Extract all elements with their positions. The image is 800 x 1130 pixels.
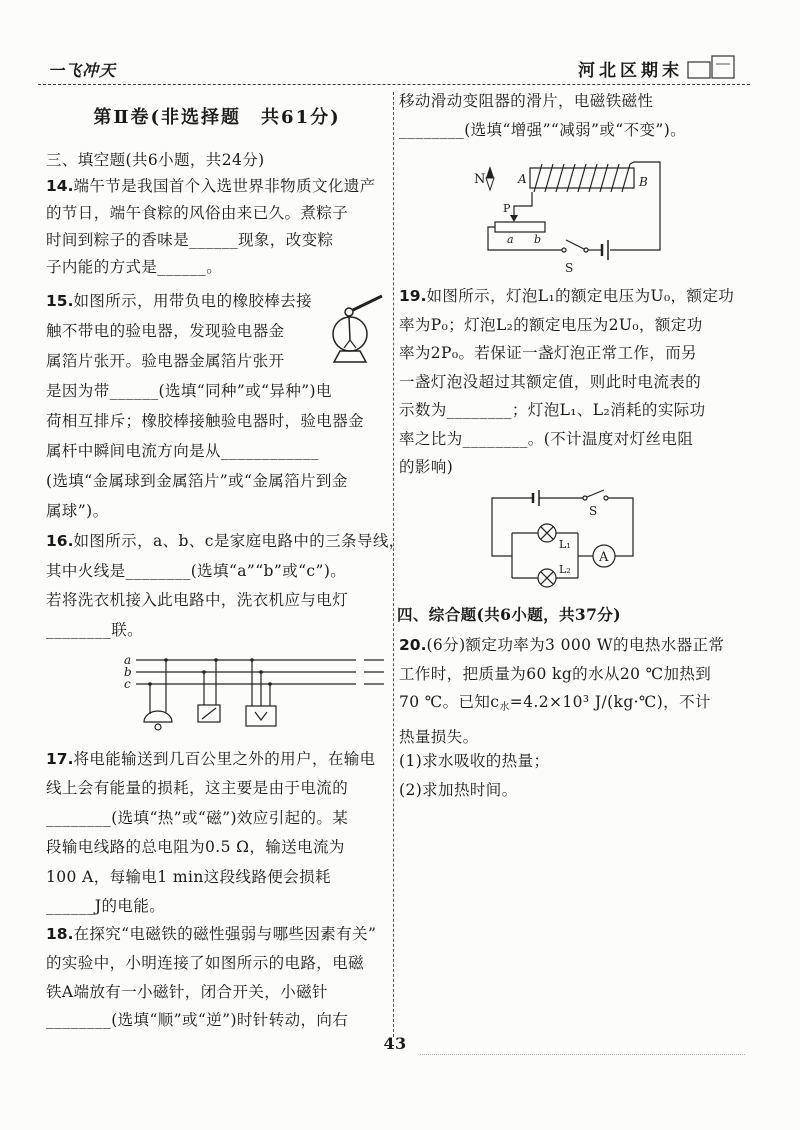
q20-line-3-pre: 70 ℃。已知c <box>399 693 500 711</box>
header-box-right <box>712 56 734 78</box>
header-box-icon <box>686 52 738 82</box>
q20-line-2: 工作时，把质量为60 kg的水从20 ℃加热到 <box>399 664 712 683</box>
q18-line-2: 的实验中，小明连接了如图所示的电路，电磁 <box>46 953 365 972</box>
wire-bottom-left <box>488 227 562 250</box>
q16-line-2: 其中火线是________(选填“a”“b”或“c”)。 <box>46 561 347 580</box>
q16-line-1 <box>46 527 405 557</box>
q17-line-5: 100 A，每输电1 min这段线路便会损耗 <box>46 867 331 886</box>
question-14 <box>46 173 376 281</box>
socket-box <box>246 706 276 726</box>
compass-label-n: N <box>474 172 486 187</box>
question-18 <box>46 920 376 1035</box>
wire-right <box>608 498 633 556</box>
question-17 <box>46 745 376 921</box>
junction-dot <box>148 682 152 686</box>
foil-leaf-right <box>350 340 356 348</box>
q15-number: 15. <box>46 292 74 310</box>
q18-line-3: 铁A端放有一小磁针，闭合开关，小磁针 <box>46 982 328 1001</box>
q18-line-4: ________(选填“顺”或“逆”)时针转动，向右 <box>46 1011 349 1030</box>
q20-line-3-sub: 水 <box>499 702 510 713</box>
electroscope-figure <box>320 290 388 370</box>
q20-sub-2: (2)求加热时间。 <box>399 781 518 799</box>
switch-contact-left <box>562 248 566 252</box>
junction-dot <box>202 670 206 674</box>
junction-dot <box>214 658 218 662</box>
electroscope-base <box>334 351 366 362</box>
question-16 <box>46 527 405 645</box>
q16-line-4: ________联。 <box>46 620 144 639</box>
q19-line-6: 率之比为________。(不计温度对灯丝电阻 <box>399 429 694 448</box>
q18-line-1 <box>46 920 376 949</box>
switch-contact-right <box>604 496 608 500</box>
q16-line-3: 若将洗衣机接入此电路中，洗衣机应与电灯 <box>46 591 349 609</box>
q15-line-7: (选填“金属球到金属箔片”或“金属箔片到金 <box>46 472 348 490</box>
q20-line-3 <box>399 688 724 723</box>
q15-text-1: 如图所示，用带负电的橡胶棒去接 <box>73 292 312 310</box>
part-title: 第Ⅱ卷(非选择题 共61分) <box>93 107 341 128</box>
header-divider <box>38 84 750 85</box>
q15-line-2: 触不带电的验电器，发现验电器金 <box>46 322 285 340</box>
q17-number: 17. <box>46 750 74 768</box>
switch-blade <box>202 708 216 719</box>
q19-line-2: 率为P₀；灯泡L₂的额定电压为2U₀，额定功 <box>399 315 703 334</box>
page-number: 43 <box>383 1034 407 1053</box>
q14-line-3: 时间到粽子的香味是______现象，改变粽 <box>46 231 334 249</box>
q19-text-1: 如图所示，灯泡L₁的额定电压为U₀，额定功 <box>426 287 735 305</box>
lamp-shade <box>144 711 172 722</box>
parallel-lamps-circuit-figure <box>485 485 645 595</box>
q17-text-1: 将电能输送到几百公里之外的用户，在输电 <box>73 750 376 768</box>
q19-line-3: 率为2P₀。若保证一盏灯泡正常工作，而另 <box>399 344 698 362</box>
q14-line-2: 的节日，端午食粽的风俗由来已久。煮粽子 <box>46 204 349 222</box>
q18-cont-line-1: 移动滑动变阻器的滑片，电磁铁磁性 <box>399 92 654 110</box>
metal-stem <box>349 316 350 340</box>
junction-dot <box>164 658 168 662</box>
q20-subquestions <box>399 747 549 805</box>
q18-cont-line-2: ________(选填“增强”“减弱”或“不变”)。 <box>399 121 687 139</box>
q15-line-1 <box>46 286 364 316</box>
brand-logo: 一飞冲天 <box>48 61 117 80</box>
q20-text-1: (6分)额定功率为3 000 W的电热水器正常 <box>426 636 725 654</box>
switch-blade <box>587 490 604 497</box>
switch-contact-right <box>584 248 588 252</box>
junction-dot <box>268 682 272 686</box>
wire-label-a: a <box>124 653 132 667</box>
q20-line-4: 热量损失。 <box>399 727 479 746</box>
foil-leaf-left <box>344 340 350 348</box>
metal-ball <box>345 308 353 316</box>
q14-number: 14. <box>46 177 74 195</box>
wire-label-b: b <box>124 665 132 679</box>
socket-symbol <box>255 712 267 720</box>
q15-line-3: 属箔片张开。验电器金属箔片张开 <box>46 352 285 370</box>
lamp-label-l1: L₁ <box>559 538 571 551</box>
q20-line-3-post: =4.2×10³ J/(kg·℃)，不计 <box>509 693 711 711</box>
switch-contact-left <box>583 496 587 500</box>
rheostat-label-a: a <box>507 233 514 246</box>
compass-needle-north <box>486 166 494 178</box>
rheostat-label-b: b <box>534 233 542 246</box>
lamp-label-l2: L₂ <box>559 563 571 576</box>
q15-line-6: 属杆中瞬间电流方向是从____________ <box>46 442 319 460</box>
q16-text-1: 如图所示，a、b、c是家庭电路中的三条导线， <box>73 532 405 550</box>
footer-dotted-line <box>420 1054 745 1055</box>
q14-line-4: 子内能的方式是______。 <box>46 258 223 276</box>
q20-sub-1: (1)求水吸收的热量； <box>399 752 550 770</box>
junction-dot <box>259 670 263 674</box>
q18-text-1: 在探究“电磁铁的磁性强弱与哪些因素有关” <box>73 925 377 943</box>
q17-line-2: 线上会有能量的损耗，这主要是由于电流的 <box>46 779 349 798</box>
coil-label-b: B <box>639 175 648 189</box>
switch-blade <box>566 240 584 249</box>
q15-line-5: 荷相互排斥；橡胶棒接触验电器时，验电器金 <box>46 412 365 430</box>
q17-line-1 <box>46 745 376 774</box>
switch-label-s: S <box>589 504 598 518</box>
wire-slider <box>514 192 532 216</box>
slider-arrow <box>510 215 518 222</box>
q19-line-7: 的影响) <box>399 458 454 476</box>
question-19 <box>399 282 734 482</box>
section3-title: 三、填空题(共6小题，共24分) <box>46 151 265 169</box>
lamp-bulb <box>155 724 161 730</box>
q20-number: 20. <box>399 636 427 654</box>
lamp-l1-cross <box>541 527 554 540</box>
q19-line-5: 示数为________；灯泡L₁、L₂消耗的实际功 <box>399 401 706 419</box>
q19-line-1 <box>399 282 734 311</box>
q19-number: 19. <box>399 287 427 305</box>
q17-line-4: 段输电线路的总电阻为0.5 Ω，输送电流为 <box>46 838 345 857</box>
q18-number: 18. <box>46 925 74 943</box>
q17-line-6: ______J的电能。 <box>46 897 166 916</box>
q16-number: 16. <box>46 532 74 550</box>
q19-line-4: 一盏灯泡没超过其额定值，则此时电流表的 <box>399 372 702 391</box>
section4-title: 四、综合题(共6小题，共37分) <box>397 605 621 624</box>
rubber-rod <box>353 296 382 310</box>
junction-dot <box>250 658 254 662</box>
coil-label-a: A <box>518 172 527 186</box>
header-box-left <box>688 62 710 78</box>
switch-label-s: S <box>565 261 574 275</box>
question-18-continued <box>399 87 686 145</box>
exam-title: 河北区期末 <box>578 61 683 81</box>
household-circuit-figure <box>120 648 388 740</box>
q14-line-1 <box>46 173 376 200</box>
q17-line-3: ________(选填“热”或“磁”)效应引起的。某 <box>46 808 349 827</box>
rheostat <box>495 222 545 232</box>
q15-line-8: 属球”)。 <box>46 502 109 520</box>
question-15 <box>46 286 364 526</box>
lamp-l2-cross <box>541 572 554 585</box>
wire-label-c: c <box>124 677 131 691</box>
ammeter-label: A <box>599 550 609 565</box>
compass-needle-south <box>486 178 494 190</box>
q14-text-1: 端午节是我国首个入选世界非物质文化遗产 <box>73 177 376 195</box>
wire-right <box>610 162 660 250</box>
q15-line-4: 是因为带______(选填“同种”或“异种”)电 <box>46 382 332 400</box>
q20-line-1 <box>399 631 724 660</box>
slider-label-p: P <box>503 202 511 215</box>
electromagnet-circuit-figure <box>470 150 670 280</box>
question-20 <box>399 631 724 751</box>
